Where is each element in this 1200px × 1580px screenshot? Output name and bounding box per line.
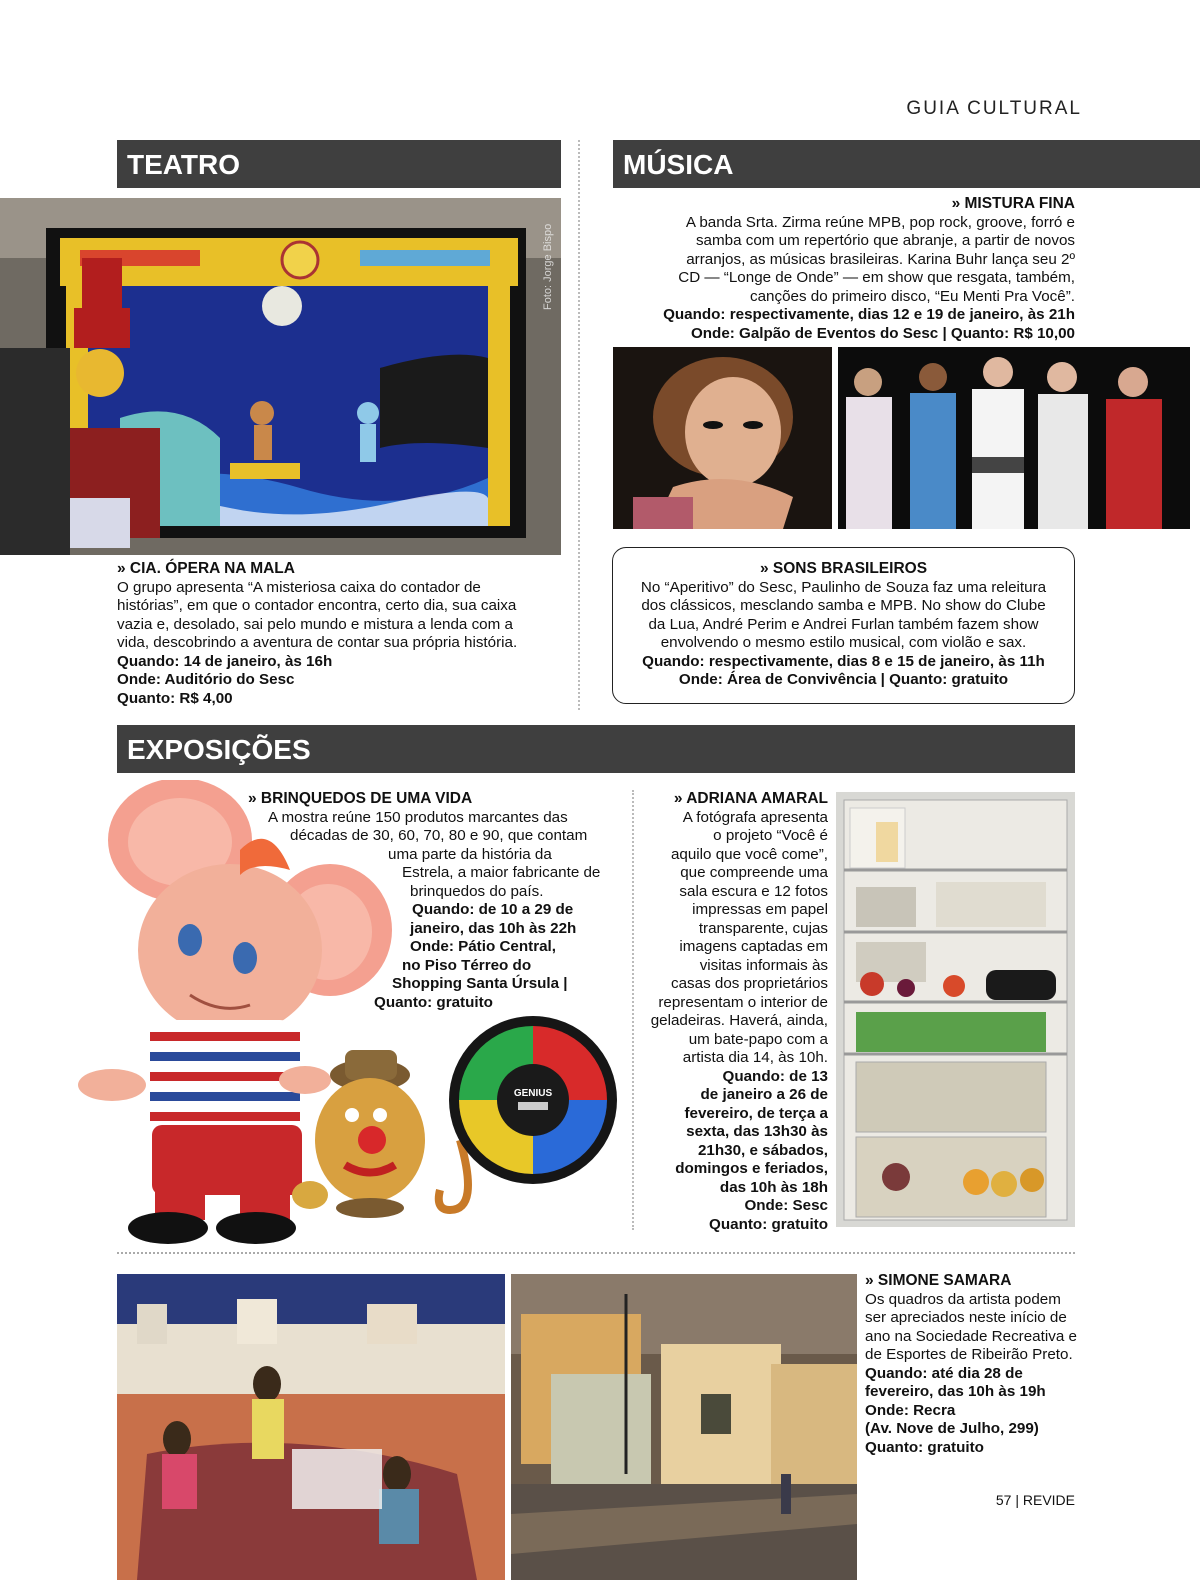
event-where: no Piso Térreo do [402, 956, 532, 974]
article-line: casas dos proprietários [670, 975, 828, 992]
adriana-article [640, 790, 828, 1234]
article-line: imagens captadas em [679, 938, 828, 955]
event-when: sexta, das 13h30 às [686, 1123, 828, 1140]
section-title-musica: MÚSICA [613, 140, 1200, 188]
event-when: Quando: de 10 a 29 de [412, 901, 574, 918]
article-line: aquilo que você come”, [670, 845, 828, 863]
event-when: domingos e feriados, [675, 1160, 828, 1177]
article-line: vida, descobrindo a aventura de contar sua própria história. [117, 634, 518, 651]
article-line: ano na Sociedade Recreativa e [865, 1327, 1077, 1345]
photo-credit: Foto: Jorge Bispo [542, 223, 554, 310]
event-when: das 10h às 18h [719, 1178, 828, 1196]
article-line: décadas de 30, 60, 70, 80 e 90, que contam [290, 827, 588, 844]
article-line: representam o interior de [658, 993, 828, 1011]
article-line: Estrela, a maior fabricante de [402, 864, 601, 881]
event-where: Onde: Sesc [744, 1197, 828, 1214]
brinquedos-article [240, 790, 610, 1012]
article-heading: » CIA. ÓPERA NA MALA [117, 560, 295, 577]
article-line: artista dia 14, às 10h. [682, 1049, 828, 1066]
event-when: Quando: até dia 28 de [865, 1364, 1023, 1382]
event-price: Quanto: R$ 4,00 [117, 689, 233, 707]
article-line: A mostra reúne 150 produtos marcantes das [268, 808, 568, 826]
article-heading: » ADRIANA AMARAL [673, 790, 828, 807]
section-title-exposicoes: EXPOSIÇÕES [117, 725, 1075, 773]
article-line: CD — “Longe de Onde” — em show que resgata, também, [678, 269, 1075, 286]
article-line: O grupo apresenta “A misteriosa caixa do contador de [117, 578, 481, 596]
event-where: Onde: Pátio Central, [410, 938, 556, 955]
running-head: GUIA CULTURAL [906, 98, 1082, 119]
event-when: fevereiro, das 10h às 19h [865, 1383, 1046, 1400]
simone-article [865, 1272, 1090, 1457]
magazine-name: REVIDE [1022, 1492, 1075, 1508]
article-line: transparente, cujas [698, 919, 828, 937]
article-line: ser apreciados neste início de [865, 1309, 1067, 1326]
article-line: visitas informais às [699, 956, 828, 974]
painting-women-photo [117, 1274, 505, 1580]
article-heading: » MISTURA FINA [951, 195, 1075, 212]
article-line: um bate-papo com a [688, 1030, 828, 1048]
article-line: vazia e, desolado, sai pelo mundo e mistura a lenda com a [117, 615, 513, 633]
event-when: fevereiro, de terça a [684, 1104, 828, 1122]
event-when: Quando: respectivamente, dias 12 e 19 de janeiro, às 21h [663, 306, 1075, 323]
sons-brasileiros-box [612, 547, 1075, 704]
article-line: sala escura e 12 fotos [679, 882, 828, 900]
article-heading: » SIMONE SAMARA [865, 1272, 1012, 1289]
article-line: No “Aperitivo” do Sesc, Paulinho de Souza faz uma releitura [640, 578, 1047, 596]
event-when: Quando: respectivamente, dias 8 e 15 de janeiro, às 11h [642, 652, 1045, 670]
article-line: histórias”, em que o contador encontra, certo dia, sua caixa [117, 597, 517, 614]
article-line: A fotógrafa apresenta [682, 808, 828, 826]
section-title-teatro: TEATRO [117, 140, 561, 188]
band-photo [838, 347, 1190, 529]
event-price: Quanto: gratuito [865, 1438, 984, 1456]
article-line: o projeto “Você é [713, 827, 828, 844]
event-when: Quando: 14 de janeiro, às 16h [117, 652, 333, 670]
article-line: canções do primeiro disco, “Eu Menti Pra Você”. [750, 287, 1075, 305]
event-when: janeiro, das 10h às 22h [410, 919, 577, 937]
puppet-theater-photo [0, 198, 561, 555]
event-price: Quanto: gratuito [709, 1215, 828, 1233]
event-when: 21h30, e sábados, [697, 1141, 828, 1159]
singer-photo [613, 347, 832, 529]
event-where: Onde: Auditório do Sesc [117, 671, 295, 688]
column-divider-exposicoes [632, 790, 634, 1230]
footer-separator: | [1015, 1492, 1019, 1508]
event-when: de janeiro a 26 de [700, 1086, 828, 1103]
page-number: 57 [995, 1492, 1012, 1508]
article-line: da Lua, André Perim e Andrei Furlan também fazem show [648, 615, 1039, 633]
event-price: Quanto: gratuito [374, 993, 493, 1011]
event-when: Quando: de 13 [722, 1067, 828, 1085]
fridge-photo [836, 792, 1075, 1227]
musica-article-1 [613, 195, 1075, 343]
article-line: samba com um repertório que abranje, a partir de novos [695, 232, 1075, 249]
article-heading: » SONS BRASILEIROS [759, 560, 928, 577]
article-line: impressas em papel [692, 901, 828, 918]
event-where-price: Onde: Área de Convivência | Quanto: gratuito [678, 671, 1009, 688]
article-heading: » BRINQUEDOS DE UMA VIDA [248, 790, 473, 807]
article-line: Os quadros da artista podem [865, 1290, 1061, 1308]
article-line: envolvendo o mesmo estilo musical, com violão e sax. [660, 634, 1027, 651]
column-divider-top [578, 140, 580, 710]
genius-label: GENIUS [513, 1088, 553, 1099]
article-line: dos clássicos, mesclando samba e MPB. No show do Clube [641, 597, 1046, 614]
event-where: Onde: Recra [865, 1401, 956, 1419]
page-footer [996, 1492, 1075, 1508]
article-line: que compreende uma [680, 864, 828, 881]
painting-street-photo [511, 1274, 857, 1580]
event-where: (Av. Nove de Julho, 299) [865, 1420, 1039, 1437]
article-line: arranjos, as músicas brasileiras. Karina Buhr lança seu 2º [686, 250, 1075, 268]
event-where-price: Onde: Galpão de Eventos do Sesc | Quanto: R$ 10,00 [690, 324, 1075, 342]
article-line: brinquedos do país. [410, 882, 544, 900]
event-where: Shopping Santa Úrsula | [392, 975, 568, 992]
article-line: de Esportes de Ribeirão Preto. [865, 1346, 1073, 1363]
section-divider [117, 1252, 1075, 1254]
teatro-article [117, 560, 567, 708]
article-line: uma parte da história da [388, 845, 552, 863]
article-line: A banda Srta. Zirma reúne MPB, pop rock, groove, forró e [685, 213, 1075, 231]
article-line: geladeiras. Haverá, ainda, [650, 1012, 828, 1029]
